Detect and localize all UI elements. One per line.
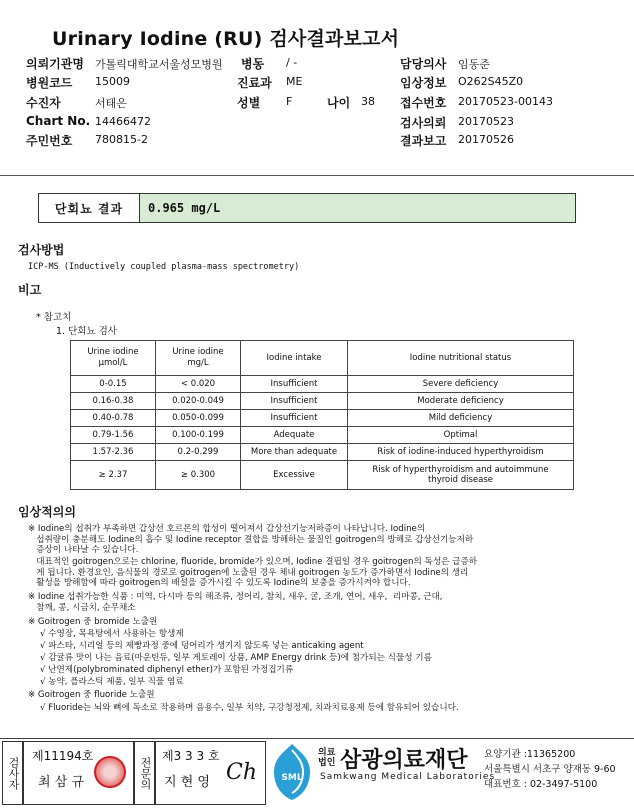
header-divider (0, 175, 634, 176)
tester-name: 최 삼 규 (38, 775, 84, 790)
table-cell: Risk of hyperthyroidism and autoimmune thyroid disease (348, 461, 574, 490)
specialist-license: 제3 3 3 호 (162, 749, 220, 763)
rrn-value: 780815-2 (95, 133, 148, 146)
table-cell: Severe deficiency (348, 376, 574, 393)
institution-code: 요양기관 :11365200 (484, 749, 576, 760)
hospital-code-value: 15009 (95, 75, 130, 88)
clinical-info-value: O262S45Z0 (458, 75, 524, 88)
institution-label: 의뢰기관명 (26, 57, 84, 71)
result-value: 0.965 mg/L (140, 194, 575, 222)
table-cell: Risk of iodine-induced hyperthyroidism (348, 444, 574, 461)
table-cell: 0.79-1.56 (71, 427, 156, 444)
table-cell: 0.020-0.049 (156, 393, 241, 410)
age-label: 나이 (327, 96, 351, 110)
clinical-paragraph-3: ※ Iodine 섭취가능한 식품 : 미역, 다시마 등의 해조류, 정어리, 참치, 새우, 굴, 조개, 연어, 새우, 리마콩, 근대, 참깨, 콩, 시금치, 순무채소 (28, 592, 443, 613)
patient-value: 서태은 (95, 97, 127, 110)
table-cell: 0.050-0.099 (156, 410, 241, 427)
tester-label-box (2, 741, 24, 805)
bromide-item: √ 감귤류 맛이 나는 음료(마운틴듀, 일부 게토레이 상품, AMP Energy drink 등)에 첨가되는 식물성 기름 (40, 653, 432, 663)
table-header: Urine iodine μmol/L (71, 341, 156, 376)
sml-logo-icon (270, 742, 314, 802)
patient-label: 수진자 (26, 96, 61, 110)
official-seal-icon (94, 756, 126, 788)
ward-value: / - (286, 56, 298, 69)
hospital-code-label: 병원코드 (26, 76, 73, 90)
tester-license: 제11194호 (32, 749, 94, 763)
sml-logo-text: SML (281, 773, 303, 783)
bromide-heading: ※ Goitrogen 중 bromide 노출원 (28, 617, 158, 627)
result-box (38, 193, 576, 223)
clinical-paragraph-2: 대표적인 goitrogen으로는 chlorine, fluoride, bromide가 있으며, Iodine 결핍일 경우 goitrogen의 독성은 급증하 게 됩니다. 환경요인, 음식물의 경로로 goitrogen에 노출된 경우 체내 goitrogen 농도가 증가하면서 Iodine의 생리 활성을 방해함에 따라 goitrogen의 배설을 증가시킬 수 있도록 Iodine의 보충을 증가시켜야 합니다. (36, 557, 478, 588)
receipt-label: 접수번호 (400, 96, 447, 110)
remarks-heading: 비고 (18, 283, 42, 297)
table-cell: ≥ 0.300 (156, 461, 241, 490)
bromide-item: √ 농약, 플라스틱 제품, 일부 직물 염료 (40, 677, 184, 687)
table-row (71, 461, 574, 490)
tester-label: 검사자 (7, 756, 20, 790)
dept-label: 진료과 (237, 76, 272, 90)
foundation-en: Samkwang Medical Laboratories (320, 772, 496, 782)
table-cell: 0.40-0.78 (71, 410, 156, 427)
ward-label: 병동 (241, 57, 265, 71)
table-cell: 1.57-2.36 (71, 444, 156, 461)
table-cell: Excessive (241, 461, 348, 490)
table-cell: Insufficient (241, 410, 348, 427)
reference-label: * 참고치 (36, 312, 72, 323)
table-cell: 0.100-0.199 (156, 427, 241, 444)
request-label: 검사의뢰 (400, 116, 447, 130)
foundation-prefix: 의료 법인 (318, 748, 336, 768)
table-cell: 0-0.15 (71, 376, 156, 393)
receipt-value: 20170523-00143 (458, 95, 553, 108)
institution-value: 가톨릭대학교서울성모병원 (95, 58, 223, 71)
clinical-info-label: 임상정보 (400, 76, 447, 90)
table-header: Urine iodine mg/L (156, 341, 241, 376)
method-text: ICP-MS (Inductively coupled plasma-mass spectrometry) (28, 262, 300, 272)
foundation-phone: 대표번호 : 02-3497-5100 (484, 779, 598, 790)
specialist-label: 전문의 (139, 756, 152, 790)
table-cell: ≥ 2.37 (71, 461, 156, 490)
table-cell: 0.16-0.38 (71, 393, 156, 410)
sex-value: F (286, 95, 293, 108)
request-value: 20170523 (458, 115, 514, 128)
result-label: 단회뇨 결과 (39, 194, 140, 222)
sex-label: 성별 (237, 96, 261, 110)
single-urine-label: 1. 단회뇨 검사 (56, 326, 117, 337)
report-label: 결과보고 (400, 134, 447, 148)
chart-value: 14466472 (95, 115, 151, 128)
bromide-item: √ 수영장, 목욕탕에서 사용하는 항생제 (40, 629, 184, 639)
table-header: Iodine intake (241, 341, 348, 376)
table-cell: More than adequate (241, 444, 348, 461)
table-cell: Moderate deficiency (348, 393, 574, 410)
doctor-value: 임동준 (458, 58, 490, 71)
table-row (71, 444, 574, 461)
age-value: 38 (361, 95, 375, 108)
table-cell: Optimal (348, 427, 574, 444)
fluoride-heading: ※ Goitrogen 중 fluoride 노출원 (28, 690, 155, 700)
signature: Ch (226, 760, 258, 785)
doctor-label: 담당의사 (400, 57, 447, 71)
bromide-item: √ 파스타, 시리얼 등의 제빵과정 중에 덩어리가 생기지 않도록 넣는 anticaking agent (40, 641, 364, 651)
foundation-address: 서울특별시 서초구 양재동 9-60 (484, 764, 616, 775)
report-title: Urinary Iodine (RU) 검사결과보고서 (52, 28, 400, 50)
table-cell: 0.2-0.299 (156, 444, 241, 461)
clinical-heading: 임상적의의 (18, 505, 76, 519)
table-row (71, 393, 574, 410)
table-row (71, 427, 574, 444)
fluoride-item: √ Fluoride는 뇌와 뼈에 독소로 작용하며 음용수, 일부 치약, 구강청정제, 치과치료용제 등에 함유되어 있습니다. (40, 703, 459, 713)
table-cell: Insufficient (241, 376, 348, 393)
bromide-item: √ 난연제(polybrominated diphenyl ether)가 포함된 가정집기류 (40, 665, 294, 675)
table-cell: < 0.020 (156, 376, 241, 393)
table-cell: Mild deficiency (348, 410, 574, 427)
table-cell: Insufficient (241, 393, 348, 410)
clinical-paragraph-1: ※ Iodine의 섭취가 부족하면 갑상선 호르몬의 합성이 떨어져서 갑상선기능저하증이 나타납니다. Iodine의 섭취량이 충분해도 Iodine의 흡수 및 Iodine receptor 결합을 방해하는 물질인 goitrogen의 방해로 갑상선기능저하 증상이 나타날 수 있습니다. (28, 524, 474, 555)
table-row (71, 376, 574, 393)
method-heading: 검사방법 (18, 243, 65, 257)
rrn-label: 주민번호 (26, 134, 73, 148)
dept-value: ME (286, 75, 303, 88)
table-row (71, 410, 574, 427)
report-value: 20170526 (458, 133, 514, 146)
specialist-name: 지 현 영 (164, 775, 210, 790)
chart-label: Chart No. (26, 114, 91, 128)
reference-table (70, 340, 574, 490)
foundation-name: 삼광의료재단 (340, 748, 468, 773)
specialist-label-box (134, 741, 156, 805)
table-header: Iodine nutritional status (348, 341, 574, 376)
table-cell: Adequate (241, 427, 348, 444)
